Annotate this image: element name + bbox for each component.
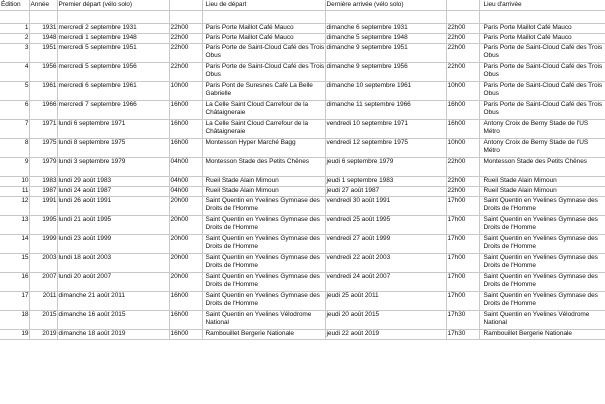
cell-heure-arrivee[interactable]: 17h30 (446, 311, 479, 330)
cell-derniere-arrivee[interactable]: vendredi 27 août 1999 (325, 235, 446, 254)
cell-lieu-depart[interactable]: Paris Porte de Saint-Cloud Café des Trois Obus (202, 44, 325, 63)
blank-cell[interactable] (479, 11, 605, 24)
cell-premier-depart[interactable]: lundi 29 août 1983 (57, 177, 169, 187)
table-row (0, 235, 605, 254)
cell-heure-depart[interactable]: 04h00 (169, 187, 202, 197)
cell-lieu-depart[interactable]: Paris Porte de Saint-Cloud Café des Trois Obus (202, 63, 325, 82)
cell-annee[interactable]: 1951 (29, 44, 57, 63)
cell-lieu-depart[interactable]: Saint Quentin en Yvelines Gymnase des Droits de l'Homme (202, 292, 325, 311)
cell-edition[interactable]: 9 (0, 158, 29, 177)
cell-annee[interactable]: 2007 (29, 273, 57, 292)
table-row (0, 101, 605, 120)
header-lieu-depart[interactable]: Lieu de départ (202, 0, 325, 11)
cell-lieu-arrivee[interactable]: Saint Quentin en Yvelines Vélodrome National (479, 311, 605, 330)
cell-heure-arrivee[interactable]: 22h00 (446, 158, 479, 177)
cell-premier-depart[interactable]: lundi 24 août 1987 (57, 187, 169, 197)
cell-derniere-arrivee[interactable]: vendredi 10 septembre 1971 (325, 120, 446, 139)
cell-lieu-depart[interactable]: Saint Quentin en Yvelines Gymnase des Droits de l'Homme (202, 254, 325, 273)
cell-premier-depart[interactable]: mercredi 5 septembre 1951 (57, 44, 169, 63)
cell-lieu-arrivee[interactable]: Antony Croix de Berny Stade de l'US Métro (479, 120, 605, 139)
cell-premier-depart[interactable]: lundi 6 septembre 1971 (57, 120, 169, 139)
cell-heure-depart[interactable]: 04h00 (169, 158, 202, 177)
cell-annee[interactable]: 2015 (29, 311, 57, 330)
cell-annee[interactable]: 1948 (29, 34, 57, 44)
cell-heure-depart[interactable]: 20h00 (169, 235, 202, 254)
table-row (0, 139, 605, 158)
cell-premier-depart[interactable]: mercredi 1 septembre 1948 (57, 34, 169, 44)
cell-lieu-depart[interactable]: Montesson Stade des Petits Chênes (202, 158, 325, 177)
cell-heure-depart[interactable]: 16h00 (169, 311, 202, 330)
cell-derniere-arrivee[interactable]: vendredi 12 septembre 1975 (325, 139, 446, 158)
cell-premier-depart[interactable]: lundi 21 août 1995 (57, 216, 169, 235)
cell-edition[interactable]: 8 (0, 139, 29, 158)
cell-premier-depart[interactable]: mercredi 6 septembre 1961 (57, 82, 169, 101)
cell-derniere-arrivee[interactable]: dimanche 6 septembre 1931 (325, 24, 446, 34)
cell-heure-depart[interactable]: 22h00 (169, 44, 202, 63)
table-row (0, 24, 605, 34)
cell-derniere-arrivee[interactable]: vendredi 22 août 2003 (325, 254, 446, 273)
cell-lieu-arrivee[interactable]: Saint Quentin en Yvelines Gymnase des Droits de l'Homme (479, 216, 605, 235)
cell-heure-depart[interactable]: 16h00 (169, 330, 202, 340)
cell-heure-depart[interactable]: 20h00 (169, 254, 202, 273)
cell-premier-depart[interactable]: mercredi 5 septembre 1956 (57, 63, 169, 82)
cell-lieu-depart[interactable]: Montesson Hyper Marché Bagg (202, 139, 325, 158)
cell-edition[interactable]: 11 (0, 187, 29, 197)
cell-heure-arrivee[interactable]: 17h00 (446, 292, 479, 311)
blank-cell[interactable] (202, 11, 325, 24)
cell-lieu-arrivee[interactable]: Paris Porte de Saint-Cloud Café des Trois Obus (479, 82, 605, 101)
cell-derniere-arrivee[interactable]: vendredi 25 août 1995 (325, 216, 446, 235)
cell-premier-depart[interactable]: dimanche 21 août 2011 (57, 292, 169, 311)
cell-annee[interactable]: 2011 (29, 292, 57, 311)
cell-annee[interactable]: 1971 (29, 120, 57, 139)
header-annee[interactable]: Année (29, 0, 57, 11)
table-row (0, 292, 605, 311)
cell-heure-arrivee[interactable]: 22h00 (446, 177, 479, 187)
cell-annee[interactable]: 2019 (29, 330, 57, 340)
cell-lieu-depart[interactable]: La Celle Saint Cloud Carrefour de la Châtaigneraie (202, 120, 325, 139)
cell-lieu-depart[interactable]: Rueil Stade Alain Mimoun (202, 177, 325, 187)
header-heure-depart[interactable] (169, 0, 202, 11)
cell-heure-arrivee[interactable]: 10h00 (446, 82, 479, 101)
cell-premier-depart[interactable]: mercredi 7 septembre 1966 (57, 101, 169, 120)
cell-heure-arrivee[interactable]: 17h30 (446, 330, 479, 340)
cell-derniere-arrivee[interactable]: dimanche 10 septembre 1961 (325, 82, 446, 101)
cell-heure-depart[interactable]: 20h00 (169, 197, 202, 216)
cell-heure-depart[interactable]: 10h00 (169, 82, 202, 101)
cell-annee[interactable]: 1995 (29, 216, 57, 235)
cell-heure-arrivee[interactable]: 16h00 (446, 101, 479, 120)
table-row (0, 254, 605, 273)
cell-lieu-depart[interactable]: Saint Quentin en Yvelines Gymnase des Droits de l'Homme (202, 273, 325, 292)
header-lieu-arrivee[interactable]: Lieu d'arrivée (479, 0, 605, 11)
cell-annee[interactable]: 1999 (29, 235, 57, 254)
cell-heure-arrivee[interactable]: 22h00 (446, 187, 479, 197)
table-row (0, 311, 605, 330)
cell-lieu-arrivee[interactable]: Paris Porte de Saint-Cloud Café des Trois Obus (479, 44, 605, 63)
cell-premier-depart[interactable]: lundi 3 septembre 1979 (57, 158, 169, 177)
blank-cell[interactable] (169, 11, 202, 24)
cell-heure-arrivee[interactable]: 22h00 (446, 63, 479, 82)
cell-lieu-arrivee[interactable]: Saint Quentin en Yvelines Gymnase des Droits de l'Homme (479, 292, 605, 311)
header-edition[interactable]: Édition (0, 0, 29, 11)
table-row (0, 197, 605, 216)
cell-derniere-arrivee[interactable]: jeudi 6 septembre 1979 (325, 158, 446, 177)
cell-edition[interactable]: 6 (0, 101, 29, 120)
table-row (0, 34, 605, 44)
cell-derniere-arrivee[interactable]: dimanche 9 septembre 1951 (325, 44, 446, 63)
cell-heure-depart[interactable]: 04h00 (169, 177, 202, 187)
cell-lieu-arrivee[interactable]: Saint Quentin en Yvelines Gymnase des Droits de l'Homme (479, 254, 605, 273)
cell-heure-arrivee[interactable]: 22h00 (446, 34, 479, 44)
cell-edition[interactable]: 7 (0, 120, 29, 139)
blank-cell[interactable] (325, 11, 446, 24)
cell-edition[interactable]: 19 (0, 330, 29, 340)
cell-lieu-arrivee[interactable]: Rambouillet Bergerie Nationale (479, 330, 605, 340)
cell-heure-depart[interactable]: 16h00 (169, 120, 202, 139)
cell-lieu-depart[interactable]: Saint Quentin en Yvelines Gymnase des Droits de l'Homme (202, 216, 325, 235)
cell-edition[interactable]: 16 (0, 273, 29, 292)
cell-annee[interactable]: 1956 (29, 63, 57, 82)
cell-heure-arrivee[interactable]: 22h00 (446, 24, 479, 34)
blank-cell[interactable] (29, 11, 57, 24)
cell-derniere-arrivee[interactable]: jeudi 1 septembre 1983 (325, 177, 446, 187)
cell-edition[interactable]: 4 (0, 63, 29, 82)
cell-premier-depart[interactable]: lundi 8 septembre 1975 (57, 139, 169, 158)
cell-heure-arrivee[interactable]: 17h00 (446, 254, 479, 273)
cell-lieu-depart[interactable]: Rueil Stade Alain Mimoun (202, 187, 325, 197)
cell-lieu-depart[interactable]: Paris Porte Maillot Café Mauco (202, 24, 325, 34)
cell-edition[interactable]: 14 (0, 235, 29, 254)
table-row (0, 44, 605, 63)
cell-heure-depart[interactable]: 22h00 (169, 34, 202, 44)
cell-premier-depart[interactable]: mercredi 2 septembre 1931 (57, 24, 169, 34)
cell-edition[interactable]: 12 (0, 197, 29, 216)
cell-heure-arrivee[interactable]: 17h00 (446, 197, 479, 216)
table-row (0, 273, 605, 292)
cell-heure-arrivee[interactable]: 17h00 (446, 235, 479, 254)
cell-premier-depart[interactable]: lundi 20 août 2007 (57, 273, 169, 292)
cell-edition[interactable]: 15 (0, 254, 29, 273)
cell-lieu-arrivee[interactable]: Rueil Stade Alain Mimoun (479, 187, 605, 197)
cell-derniere-arrivee[interactable]: vendredi 24 août 2007 (325, 273, 446, 292)
cell-annee[interactable]: 1966 (29, 101, 57, 120)
cell-heure-depart[interactable]: 16h00 (169, 101, 202, 120)
cell-premier-depart[interactable]: lundi 23 août 1999 (57, 235, 169, 254)
cell-derniere-arrivee[interactable]: dimanche 9 septembre 1956 (325, 63, 446, 82)
cell-lieu-depart[interactable]: Rambouillet Bergerie Nationale (202, 330, 325, 340)
cell-edition[interactable]: 1 (0, 24, 29, 34)
cell-heure-depart[interactable]: 16h00 (169, 292, 202, 311)
cell-annee[interactable]: 1931 (29, 24, 57, 34)
cell-lieu-arrivee[interactable]: Montesson Stade des Petits Chênes (479, 158, 605, 177)
table-row (0, 63, 605, 82)
blank-cell[interactable] (0, 11, 29, 24)
blank-cell[interactable] (446, 11, 479, 24)
cell-heure-arrivee[interactable]: 16h00 (446, 120, 479, 139)
cell-derniere-arrivee[interactable]: jeudi 27 août 1987 (325, 187, 446, 197)
table-row (0, 82, 605, 101)
cell-lieu-arrivee[interactable]: Saint Quentin en Yvelines Gymnase des Droits de l'Homme (479, 235, 605, 254)
cell-edition[interactable]: 3 (0, 44, 29, 63)
table-row (0, 216, 605, 235)
cell-derniere-arrivee[interactable]: jeudi 22 août 2019 (325, 330, 446, 340)
table-row (0, 120, 605, 139)
cell-edition[interactable]: 13 (0, 216, 29, 235)
cell-heure-depart[interactable]: 20h00 (169, 216, 202, 235)
cell-lieu-arrivee[interactable]: Rueil Stade Alain Mimoun (479, 177, 605, 187)
cell-lieu-depart[interactable]: Saint Quentin en Yvelines Gymnase des Droits de l'Homme (202, 197, 325, 216)
cell-lieu-depart[interactable]: Paris Porte Maillot Café Mauco (202, 34, 325, 44)
cell-heure-depart[interactable]: 20h00 (169, 273, 202, 292)
cell-annee[interactable]: 2003 (29, 254, 57, 273)
cell-lieu-arrivee[interactable]: Saint Quentin en Yvelines Gymnase des Droits de l'Homme (479, 197, 605, 216)
cell-lieu-arrivee[interactable]: Paris Porte Maillot Café Mauco (479, 34, 605, 44)
table-row (0, 177, 605, 187)
cell-heure-arrivee[interactable]: 22h00 (446, 44, 479, 63)
header-row (0, 0, 605, 11)
cell-derniere-arrivee[interactable]: dimanche 5 septembre 1948 (325, 34, 446, 44)
cell-derniere-arrivee[interactable]: dimanche 11 septembre 1966 (325, 101, 446, 120)
cell-annee[interactable]: 1983 (29, 177, 57, 187)
cell-edition[interactable]: 18 (0, 311, 29, 330)
cell-lieu-depart[interactable]: Paris Pont de Suresnes Café La Belle Gabrielle (202, 82, 325, 101)
cell-premier-depart[interactable]: dimanche 16 août 2015 (57, 311, 169, 330)
cell-lieu-arrivee[interactable]: Paris Porte de Saint-Cloud Café des Trois Obus (479, 101, 605, 120)
cell-annee[interactable]: 1961 (29, 82, 57, 101)
cell-derniere-arrivee[interactable]: jeudi 25 août 2011 (325, 292, 446, 311)
table-row (0, 187, 605, 197)
blank-row (0, 11, 605, 24)
cell-annee[interactable]: 1979 (29, 158, 57, 177)
cell-lieu-arrivee[interactable]: Paris Porte de Saint-Cloud Café des Trois Obus (479, 63, 605, 82)
cell-heure-arrivee[interactable]: 10h00 (446, 139, 479, 158)
table-row (0, 330, 605, 340)
cell-edition[interactable]: 10 (0, 177, 29, 187)
cell-lieu-depart[interactable]: Saint Quentin en Yvelines Gymnase des Droits de l'Homme (202, 235, 325, 254)
cell-premier-depart[interactable]: lundi 26 août 1991 (57, 197, 169, 216)
blank-cell[interactable] (57, 11, 169, 24)
cell-edition[interactable]: 17 (0, 292, 29, 311)
header-heure-arrivee[interactable] (446, 0, 479, 11)
table-row (0, 158, 605, 177)
cell-premier-depart[interactable]: dimanche 18 août 2019 (57, 330, 169, 340)
cell-annee[interactable]: 1987 (29, 187, 57, 197)
cell-edition[interactable]: 2 (0, 34, 29, 44)
cell-lieu-arrivee[interactable]: Antony Croix de Berny Stade de l'US Métro (479, 139, 605, 158)
cell-lieu-depart[interactable]: La Celle Saint Cloud Carrefour de la Châtaigneraie (202, 101, 325, 120)
header-derniere-arrivee[interactable]: Dernière arrivée (vélo solo) (325, 0, 446, 11)
cell-lieu-arrivee[interactable]: Paris Porte Maillot Café Mauco (479, 24, 605, 34)
cell-derniere-arrivee[interactable]: jeudi 20 août 2015 (325, 311, 446, 330)
cell-lieu-depart[interactable]: Saint Quentin en Yvelines Vélodrome National (202, 311, 325, 330)
cell-heure-arrivee[interactable]: 17h00 (446, 216, 479, 235)
cell-heure-depart[interactable]: 22h00 (169, 63, 202, 82)
cell-edition[interactable]: 5 (0, 82, 29, 101)
cell-lieu-arrivee[interactable]: Saint Quentin en Yvelines Gymnase des Droits de l'Homme (479, 273, 605, 292)
cell-heure-depart[interactable]: 16h00 (169, 139, 202, 158)
cell-derniere-arrivee[interactable]: vendredi 30 août 1991 (325, 197, 446, 216)
cell-premier-depart[interactable]: lundi 18 août 2003 (57, 254, 169, 273)
cell-heure-arrivee[interactable]: 17h00 (446, 273, 479, 292)
cell-heure-depart[interactable]: 22h00 (169, 24, 202, 34)
cell-annee[interactable]: 1991 (29, 197, 57, 216)
header-premier-depart[interactable]: Premier départ (vélo solo) (57, 0, 169, 11)
cell-annee[interactable]: 1975 (29, 139, 57, 158)
